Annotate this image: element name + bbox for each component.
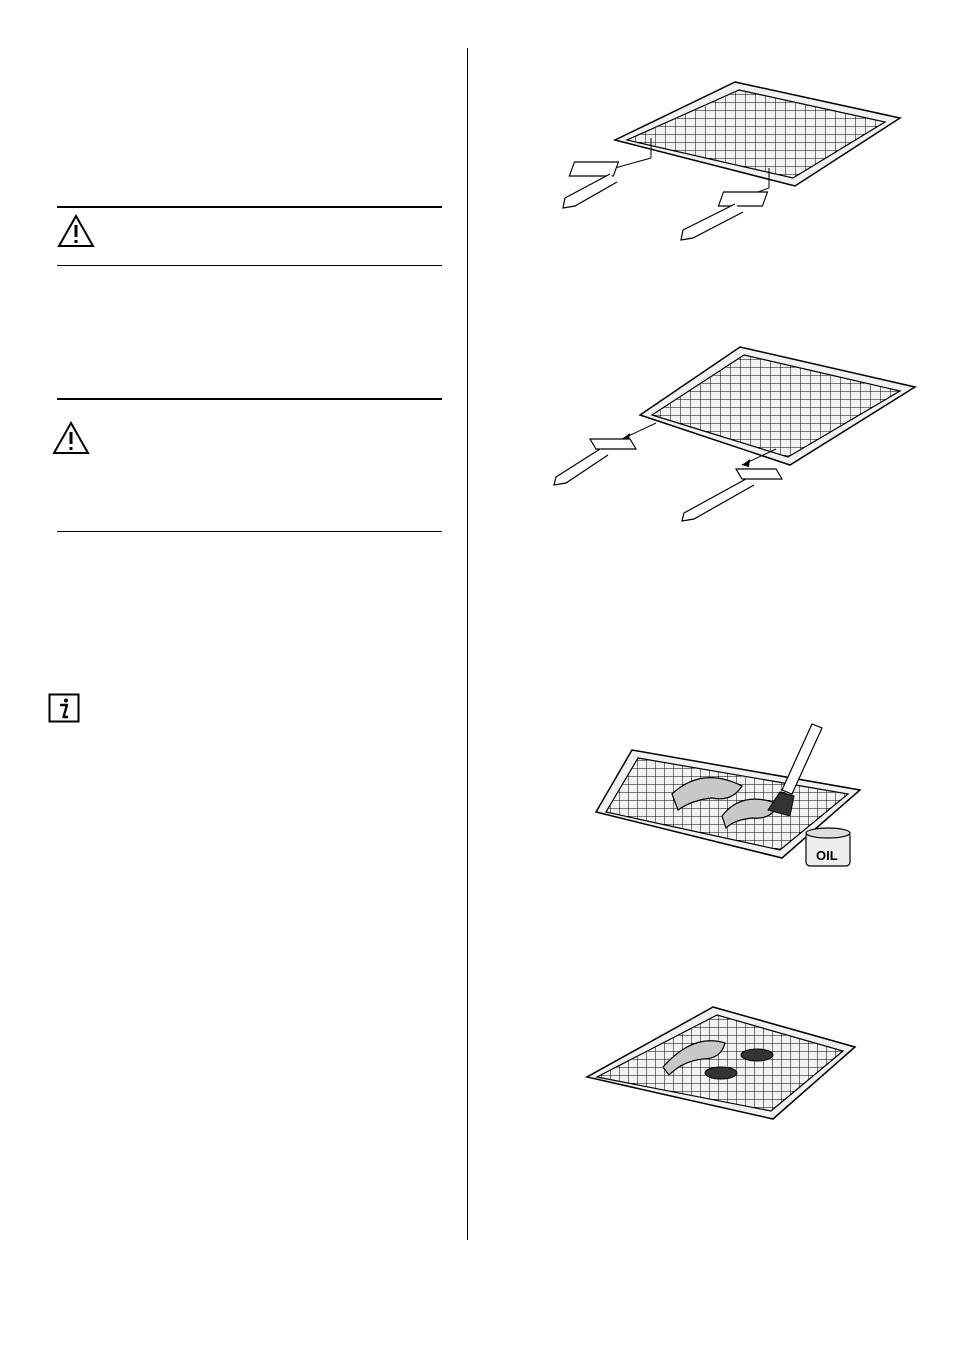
handle-right-icon [681, 192, 768, 240]
warning-triangle-icon [52, 421, 90, 455]
handle-left-icon [563, 162, 618, 208]
warning-triangle-icon [57, 214, 95, 248]
handle-right-icon [682, 469, 782, 521]
warning-2-top-rule [57, 398, 442, 400]
info-i-icon [48, 693, 80, 723]
grill-tray-with-handles-figure [555, 78, 905, 243]
column-divider [467, 48, 468, 1240]
oil-jar-label: OIL [816, 848, 838, 863]
grill-tray-with-food-figure [583, 1003, 858, 1123]
oil-jar-icon [806, 828, 850, 866]
handle-left-icon [554, 439, 636, 485]
warning-1-bottom-rule [57, 265, 442, 266]
grill-tray-handles-detached-figure [550, 343, 920, 523]
warning-2-bottom-rule [57, 531, 442, 532]
grill-tray-oil-brush-figure [592, 720, 862, 870]
warning-1-top-rule [57, 206, 442, 208]
